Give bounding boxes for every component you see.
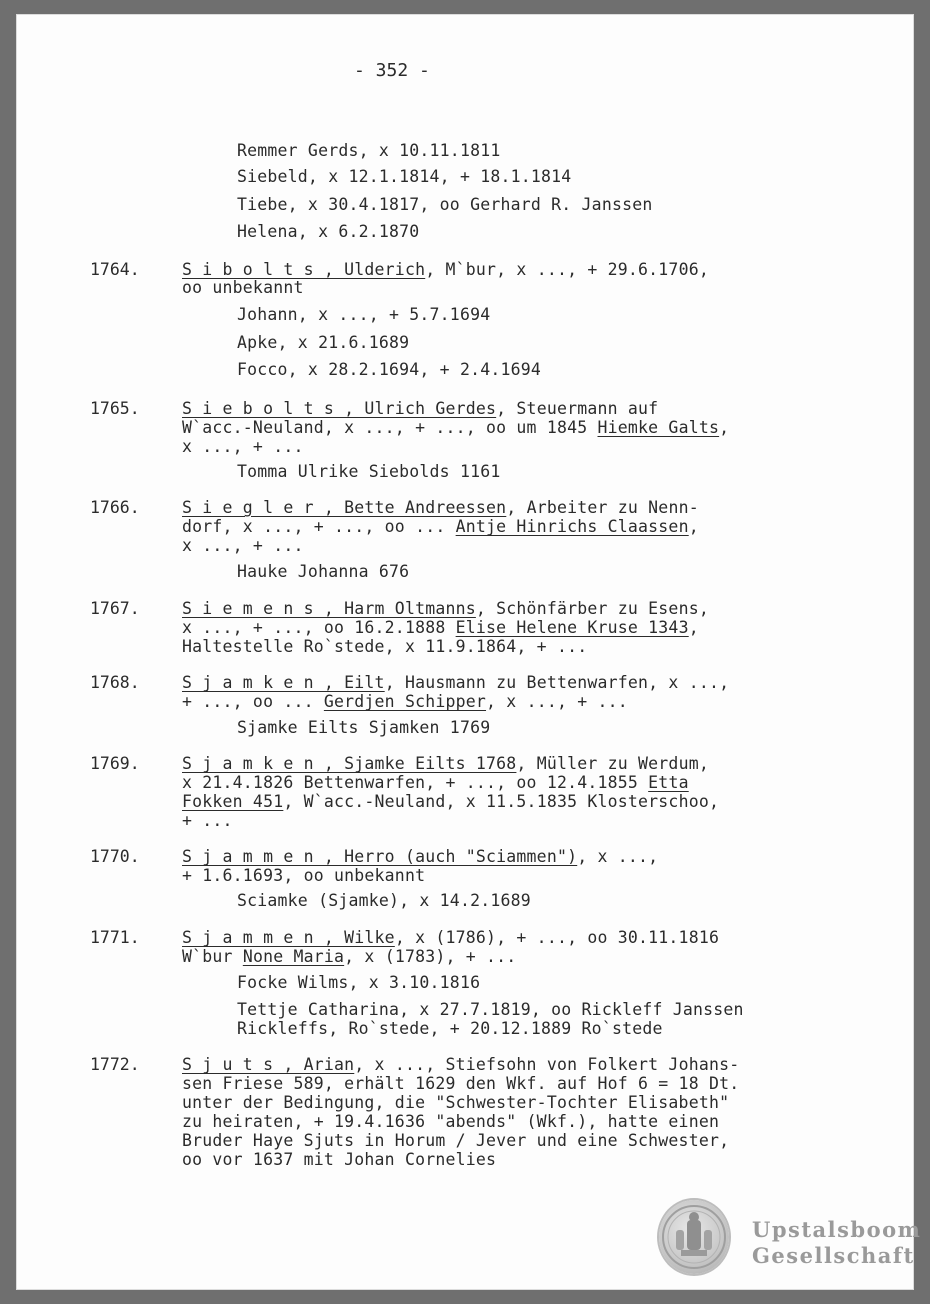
entry-text: , Arbeiter zu Nenn- bbox=[506, 498, 699, 517]
entry-line: oo vor 1637 mit Johan Cornelies bbox=[182, 1150, 497, 1169]
entry-line bbox=[182, 618, 699, 637]
document-page bbox=[16, 14, 922, 1290]
entry-number: 1764. bbox=[90, 260, 140, 279]
entry-name: S i e m e n s , Harm Oltmanns bbox=[182, 599, 476, 618]
entry-line bbox=[182, 773, 689, 792]
seal-logo bbox=[659, 1200, 729, 1274]
entry-text: W`bur bbox=[182, 947, 243, 966]
spouse-name: Hiemke Galts bbox=[597, 418, 720, 437]
entry-text: , W`acc.-Neuland, x 11.5.1835 Klosterschoo, bbox=[283, 792, 720, 811]
spouse-name: Gerdjen Schipper bbox=[323, 692, 487, 711]
entry-number: 1766. bbox=[90, 498, 140, 517]
entry-name: S j a m m e n , Wilke bbox=[182, 928, 395, 947]
entry-line bbox=[182, 1055, 739, 1074]
spouse-name: None Maria bbox=[242, 947, 345, 966]
entry-name: S i e b o l t s , Ulrich Gerdes bbox=[182, 399, 497, 418]
entry-text: , x ..., bbox=[577, 847, 659, 866]
entry-line: Bruder Haye Sjuts in Horum / Jever und eine Schwester, bbox=[182, 1131, 730, 1150]
entry-number: 1768. bbox=[90, 673, 140, 692]
entry-text: , M`bur, x ..., + 29.6.1706, bbox=[425, 260, 709, 279]
child-line: Focke Wilms, x 3.10.1816 bbox=[237, 973, 481, 992]
entry-text: , Hausmann zu Bettenwarfen, x ..., bbox=[384, 673, 730, 692]
entry-name: S j u t s , Arian bbox=[182, 1055, 355, 1074]
entry-number: 1771. bbox=[90, 928, 140, 947]
page-number: - 352 - bbox=[354, 60, 430, 81]
entry-line: sen Friese 589, erhält 1629 den Wkf. auf Hof 6 = 18 Dt. bbox=[182, 1074, 740, 1093]
spouse-name: Fokken 451 bbox=[182, 792, 284, 811]
entry-number: 1769. bbox=[90, 754, 140, 773]
entry-text: , Müller zu Werdum, bbox=[516, 754, 709, 773]
entry-line bbox=[182, 947, 516, 966]
entry-text: , x (1786), + ..., oo 30.11.1816 bbox=[394, 928, 720, 947]
child-line: Tomma Ulrike Siebolds 1161 bbox=[237, 462, 501, 481]
entry-line bbox=[182, 260, 709, 279]
entry-name: S j a m k e n , Sjamke Eilts 1768 bbox=[182, 754, 517, 773]
entry-name: S j a m k e n , Eilt bbox=[182, 673, 385, 692]
entry-number: 1765. bbox=[90, 399, 140, 418]
entry-number: 1770. bbox=[90, 847, 140, 866]
entry-text: dorf, x ..., + ..., oo ... bbox=[182, 517, 456, 536]
entry-line bbox=[182, 517, 699, 536]
entry-text: , x ..., + ... bbox=[486, 692, 628, 711]
entry-text: , bbox=[688, 517, 699, 536]
spouse-name: Elise Helene Kruse 1343 bbox=[455, 618, 689, 637]
entry-line: + 1.6.1693, oo unbekannt bbox=[182, 866, 426, 885]
entry-text: x 21.4.1826 Bettenwarfen, + ..., oo 12.4.1855 bbox=[182, 773, 649, 792]
child-line: Helena, x 6.2.1870 bbox=[237, 222, 420, 241]
entry-line bbox=[182, 399, 658, 418]
entry-name: S j a m m e n , Herro (auch "Sciammen") bbox=[182, 847, 578, 866]
child-line: Sjamke Eilts Sjamken 1769 bbox=[237, 718, 491, 737]
entry-line: zu heiraten, + 19.4.1636 "abends" (Wkf.), hatte einen bbox=[182, 1112, 720, 1131]
entry-text: , bbox=[688, 618, 699, 637]
entry-text: + ..., oo ... bbox=[182, 692, 324, 711]
entry-line bbox=[182, 673, 729, 692]
entry-text: , Steuermann auf bbox=[496, 399, 659, 418]
entry-name: S i b o l t s , Ulderich bbox=[182, 260, 426, 279]
entry-line bbox=[182, 692, 628, 711]
entry-line bbox=[182, 418, 729, 437]
child-line: Tiebe, x 30.4.1817, oo Gerhard R. Janssen bbox=[237, 195, 653, 214]
entry-text: , bbox=[719, 418, 730, 437]
entry-text: x ..., + ..., oo 16.2.1888 bbox=[182, 618, 456, 637]
child-line: Johann, x ..., + 5.7.1694 bbox=[237, 305, 491, 324]
child-line: Apke, x 21.6.1689 bbox=[237, 333, 410, 352]
entry-text: W`acc.-Neuland, x ..., + ..., oo um 1845 bbox=[182, 418, 598, 437]
child-line: Sciamke (Sjamke), x 14.2.1689 bbox=[237, 891, 531, 910]
entry-line bbox=[182, 498, 699, 517]
entry-line: x ..., + ... bbox=[182, 536, 304, 555]
entry-line bbox=[182, 599, 709, 618]
entry-line: oo unbekannt bbox=[182, 278, 304, 297]
entry-line: unter der Bedingung, die "Schwester-Tochter Elisabeth" bbox=[182, 1093, 730, 1112]
entry-text: , x (1783), + ... bbox=[344, 947, 517, 966]
spouse-name: Antje Hinrichs Claassen bbox=[455, 517, 689, 536]
entry-name: S i e g l e r , Bette Andreessen bbox=[182, 498, 507, 517]
entry-number: 1772. bbox=[90, 1055, 140, 1074]
spouse-name: Etta bbox=[648, 773, 689, 792]
entry-line: x ..., + ... bbox=[182, 437, 304, 456]
entry-number: 1767. bbox=[90, 599, 140, 618]
child-line: Rickleffs, Ro`stede, + 20.12.1889 Ro`stede bbox=[237, 1019, 663, 1038]
entry-line: Haltestelle Ro`stede, x 11.9.1864, + ... bbox=[182, 637, 588, 656]
entry-line bbox=[182, 792, 719, 811]
logo-text-line2: Gesellschaft bbox=[752, 1243, 915, 1268]
entry-line bbox=[182, 847, 658, 866]
child-line: Hauke Johanna 676 bbox=[237, 562, 410, 581]
entry-line bbox=[182, 754, 709, 773]
child-line: Remmer Gerds, x 10.11.1811 bbox=[237, 141, 501, 160]
child-line: Siebeld, x 12.1.1814, + 18.1.1814 bbox=[237, 167, 572, 186]
child-line: Focco, x 28.2.1694, + 2.4.1694 bbox=[237, 360, 542, 379]
entry-line: + ... bbox=[182, 811, 233, 830]
entry-text: , x ..., Stiefsohn von Folkert Johans- bbox=[354, 1055, 740, 1074]
entry-line bbox=[182, 928, 719, 947]
logo-text-line1: Upstalsboom bbox=[752, 1217, 922, 1242]
entry-text: , Schönfärber zu Esens, bbox=[475, 599, 709, 618]
child-line: Tettje Catharina, x 27.7.1819, oo Rickleff Janssen bbox=[237, 1000, 744, 1019]
